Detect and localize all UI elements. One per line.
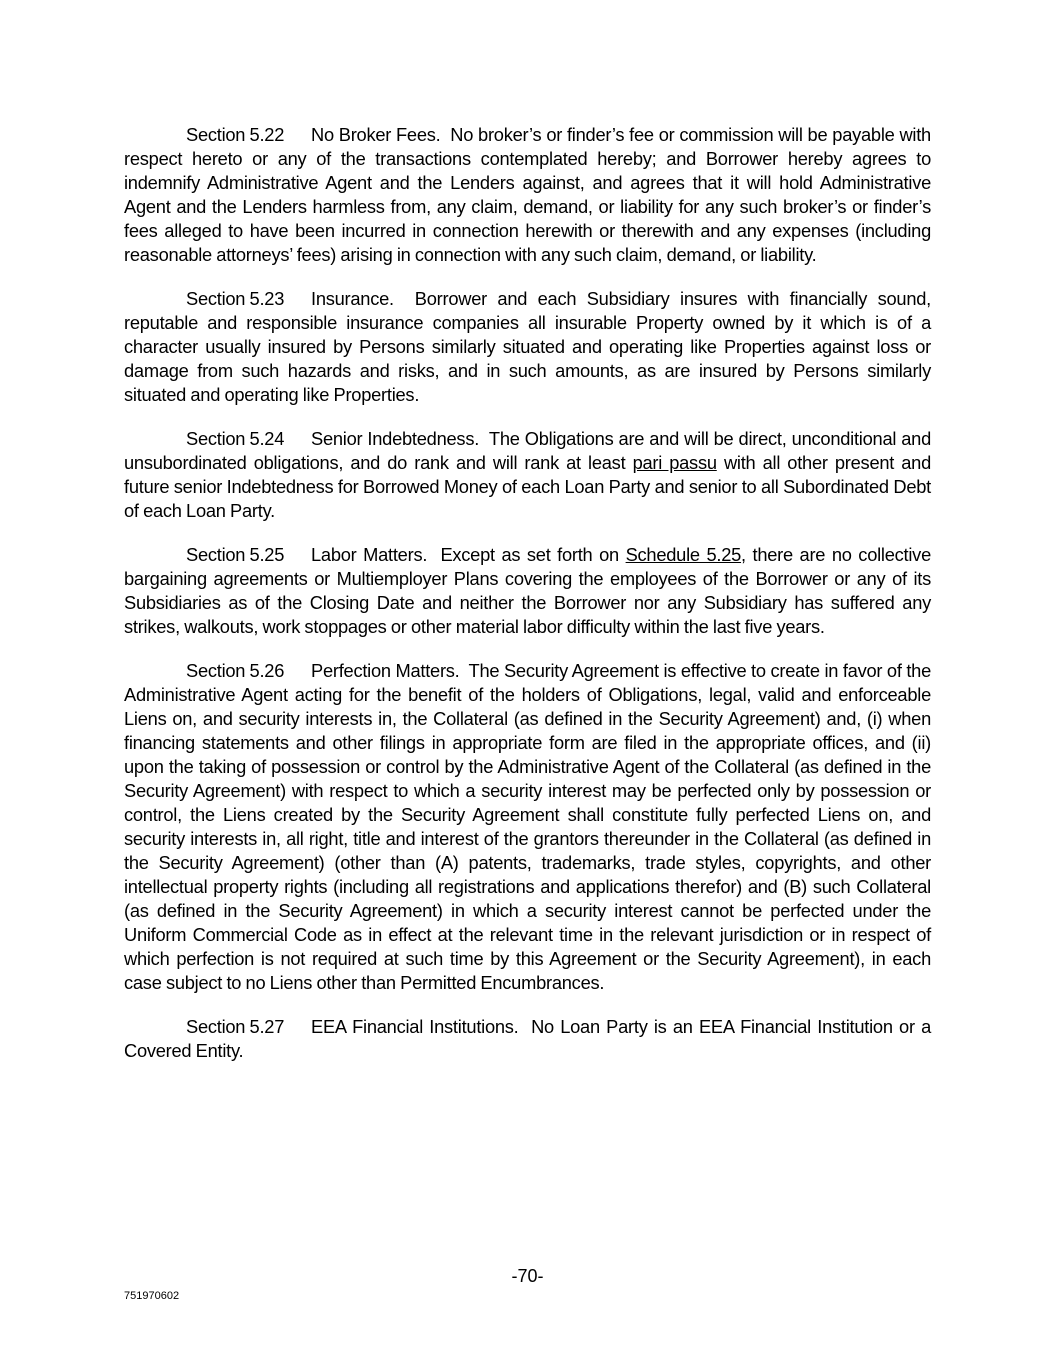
section-text: No broker’s or finder’s fee or commission will be payable with respect hereto or any of the transactions contemplated hereby; and Borrower hereby agrees to indemnify Administrative Agent and the Lenders against, and agrees that it will hold Administrative Agent and the Lenders harmless from, any claim, demand, or liability for any such broker’s or finder’s fees alleged to have been incurred in connection herewith or therewith and any expenses (including reasonable attorneys’ fees) arising in connection with any such claim, demand, or liability. bbox=[124, 124, 931, 265]
section-text-before: Except as set forth on bbox=[440, 544, 619, 565]
section-title: Insurance. bbox=[311, 288, 394, 309]
section-5-22 bbox=[124, 123, 931, 267]
section-text-before: The Obligations are and will be direct, unconditional and unsubordinated obligations, and do rank and will rank at least bbox=[124, 428, 932, 473]
section-text: No Loan Party is an EEA Financial Institution or a Covered Entity. bbox=[124, 1016, 931, 1061]
section-text-after: , there are no collective bargaining agreements or Multiemployer Plans covering the employees of the Borrower or any of its Subsidiaries as of the Closing Date and neither the Borrower nor any Subsidiary has suffered any strikes, walkouts, work stoppages or other material labor difficulty within the last five years. bbox=[124, 544, 931, 637]
section-5-24 bbox=[124, 427, 931, 523]
schedule-reference: Schedule 5.25 bbox=[625, 544, 742, 565]
section-title: Labor Matters. bbox=[311, 544, 428, 565]
section-title: Senior Indebtedness. bbox=[311, 428, 480, 449]
section-number: Section 5.23 bbox=[186, 288, 285, 309]
section-5-27 bbox=[124, 1015, 931, 1063]
section-5-23 bbox=[124, 287, 931, 407]
section-5-25 bbox=[124, 543, 931, 639]
section-title: No Broker Fees. bbox=[311, 124, 441, 145]
section-number: Section 5.24 bbox=[186, 428, 285, 449]
section-text: Borrower and each Subsidiary insures with financially sound, reputable and responsible insurance companies all insurable Property owned by it which is of a character usually insured by Persons similarly situated and operating like Properties against loss or damage from such hazards and risks, and in such amounts, as are insured by Persons similarly situated and operating like Properties. bbox=[124, 288, 931, 405]
section-text: The Security Agreement is effective to create in favor of the Administrative Agent acting for the benefit of the holders of Obligations, legal, valid and enforceable Liens on, and security interests in, the Collateral (as defined in the Security Agreement) and, (i) when financing statements and other filings in appropriate form are filed in the appropriate offices, and (ii) upon the taking of possession or control by the Administrative Agent of the Collateral (as defined in the Security Agreement) with respect to which a security interest may be perfected only by possession or control, the Liens created by the Security Agreement shall constitute fully perfected Liens on, and security interests in, all right, title and interest of the grantors thereunder in the Collateral (as defined in the Security Agreement) (other than (A) patents, trademarks, trade styles, copyrights, and other intellectual property rights (including all registrations and applications therefor) and (B) such Collateral (as defined in the Security Agreement) in which a security interest cannot be perfected under the Uniform Commercial Code as in effect at the relevant time in the relevant jurisdiction or in respect of which perfection is not required at such time by this Agreement or the Security Agreement), in each case subject to no Liens other than Permitted Encumbrances. bbox=[124, 660, 931, 993]
section-text-after: with all other present and future senior Indebtedness for Borrowed Money of each Loan Party and senior to all Subordinated Debt of each Loan Party. bbox=[124, 452, 932, 521]
section-title: EEA Financial Institutions. bbox=[311, 1016, 519, 1037]
section-number: Section 5.26 bbox=[186, 660, 285, 681]
section-number: Section 5.25 bbox=[186, 544, 285, 565]
page-number: -70- bbox=[511, 1266, 544, 1286]
section-title: Perfection Matters. bbox=[311, 660, 460, 681]
section-number: Section 5.22 bbox=[186, 124, 285, 145]
section-5-26 bbox=[124, 659, 931, 995]
document-id: 751970602 bbox=[124, 1290, 180, 1302]
underlined-term: pari passu bbox=[632, 452, 717, 473]
section-number: Section 5.27 bbox=[186, 1016, 285, 1037]
document-body bbox=[124, 123, 931, 1083]
